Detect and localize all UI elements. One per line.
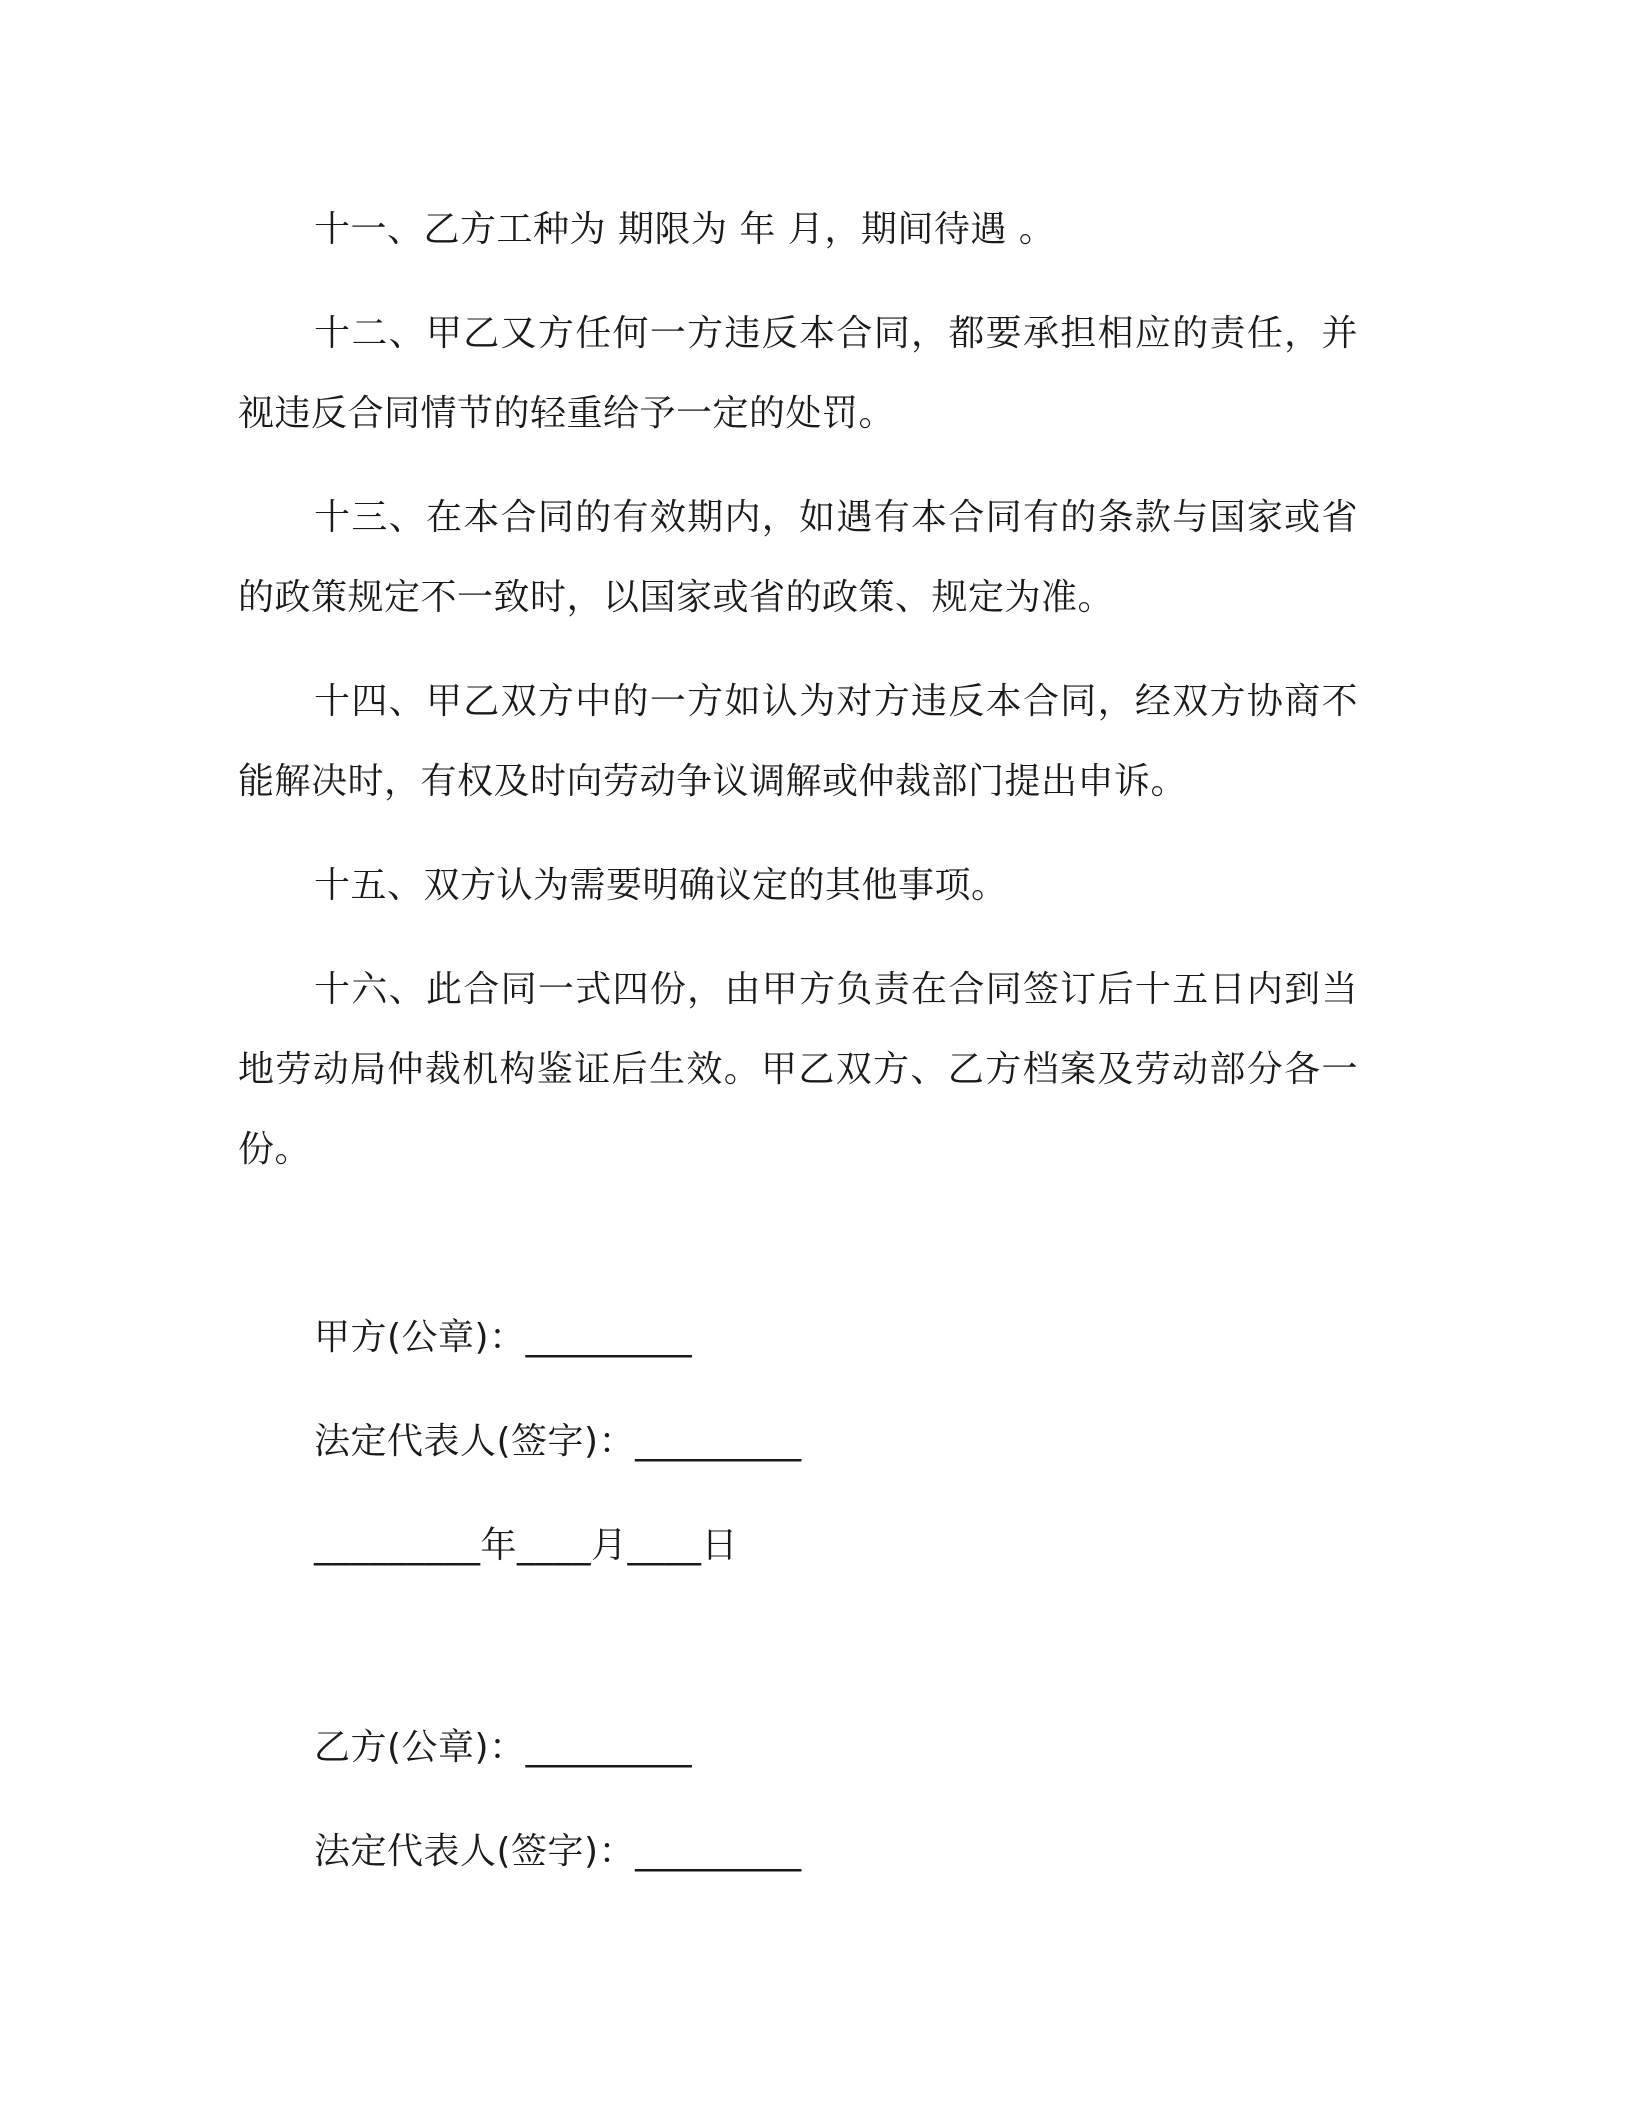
party-b-signature-block bbox=[314, 1696, 802, 1904]
clause-11: 十一、乙方工种为 期限为 年 月，期间待遇 。 bbox=[314, 209, 1056, 250]
clause-12: 十二、甲乙又方任何一方违反本合同，都要承担相应的责任，并视违反合同情节的轻重给予一定的处罚。 bbox=[238, 313, 1358, 434]
party-a-representative-line: 法定代表人(签字)：_________ bbox=[314, 1421, 802, 1462]
party-b-representative-line: 法定代表人(签字)：_________ bbox=[314, 1831, 802, 1872]
clause-15: 十五、双方认为需要明确议定的其他事项。 bbox=[314, 865, 1008, 906]
party-a-date-line: _________年____月____日 bbox=[314, 1525, 738, 1566]
party-a-signature-block bbox=[314, 1286, 802, 1598]
party-a-seal-line: 甲方(公章)：_________ bbox=[314, 1317, 693, 1358]
clause-13: 十三、在本合同的有效期内，如遇有本合同有的条款与国家或省的政策规定不一致时，以国家或省的政策、规定为准。 bbox=[238, 497, 1358, 618]
contract-clauses bbox=[238, 190, 1358, 1214]
clause-14: 十四、甲乙双方中的一方如认为对方违反本合同，经双方协商不能解决时，有权及时向劳动争议调解或仲裁部门提出申诉。 bbox=[238, 681, 1358, 802]
clause-16: 十六、此合同一式四份，由甲方负责在合同签订后十五日内到当地劳动局仲裁机构鉴证后生效。甲乙双方、乙方档案及劳动部分各一份。 bbox=[238, 969, 1358, 1170]
party-b-seal-line: 乙方(公章)：_________ bbox=[314, 1727, 693, 1768]
